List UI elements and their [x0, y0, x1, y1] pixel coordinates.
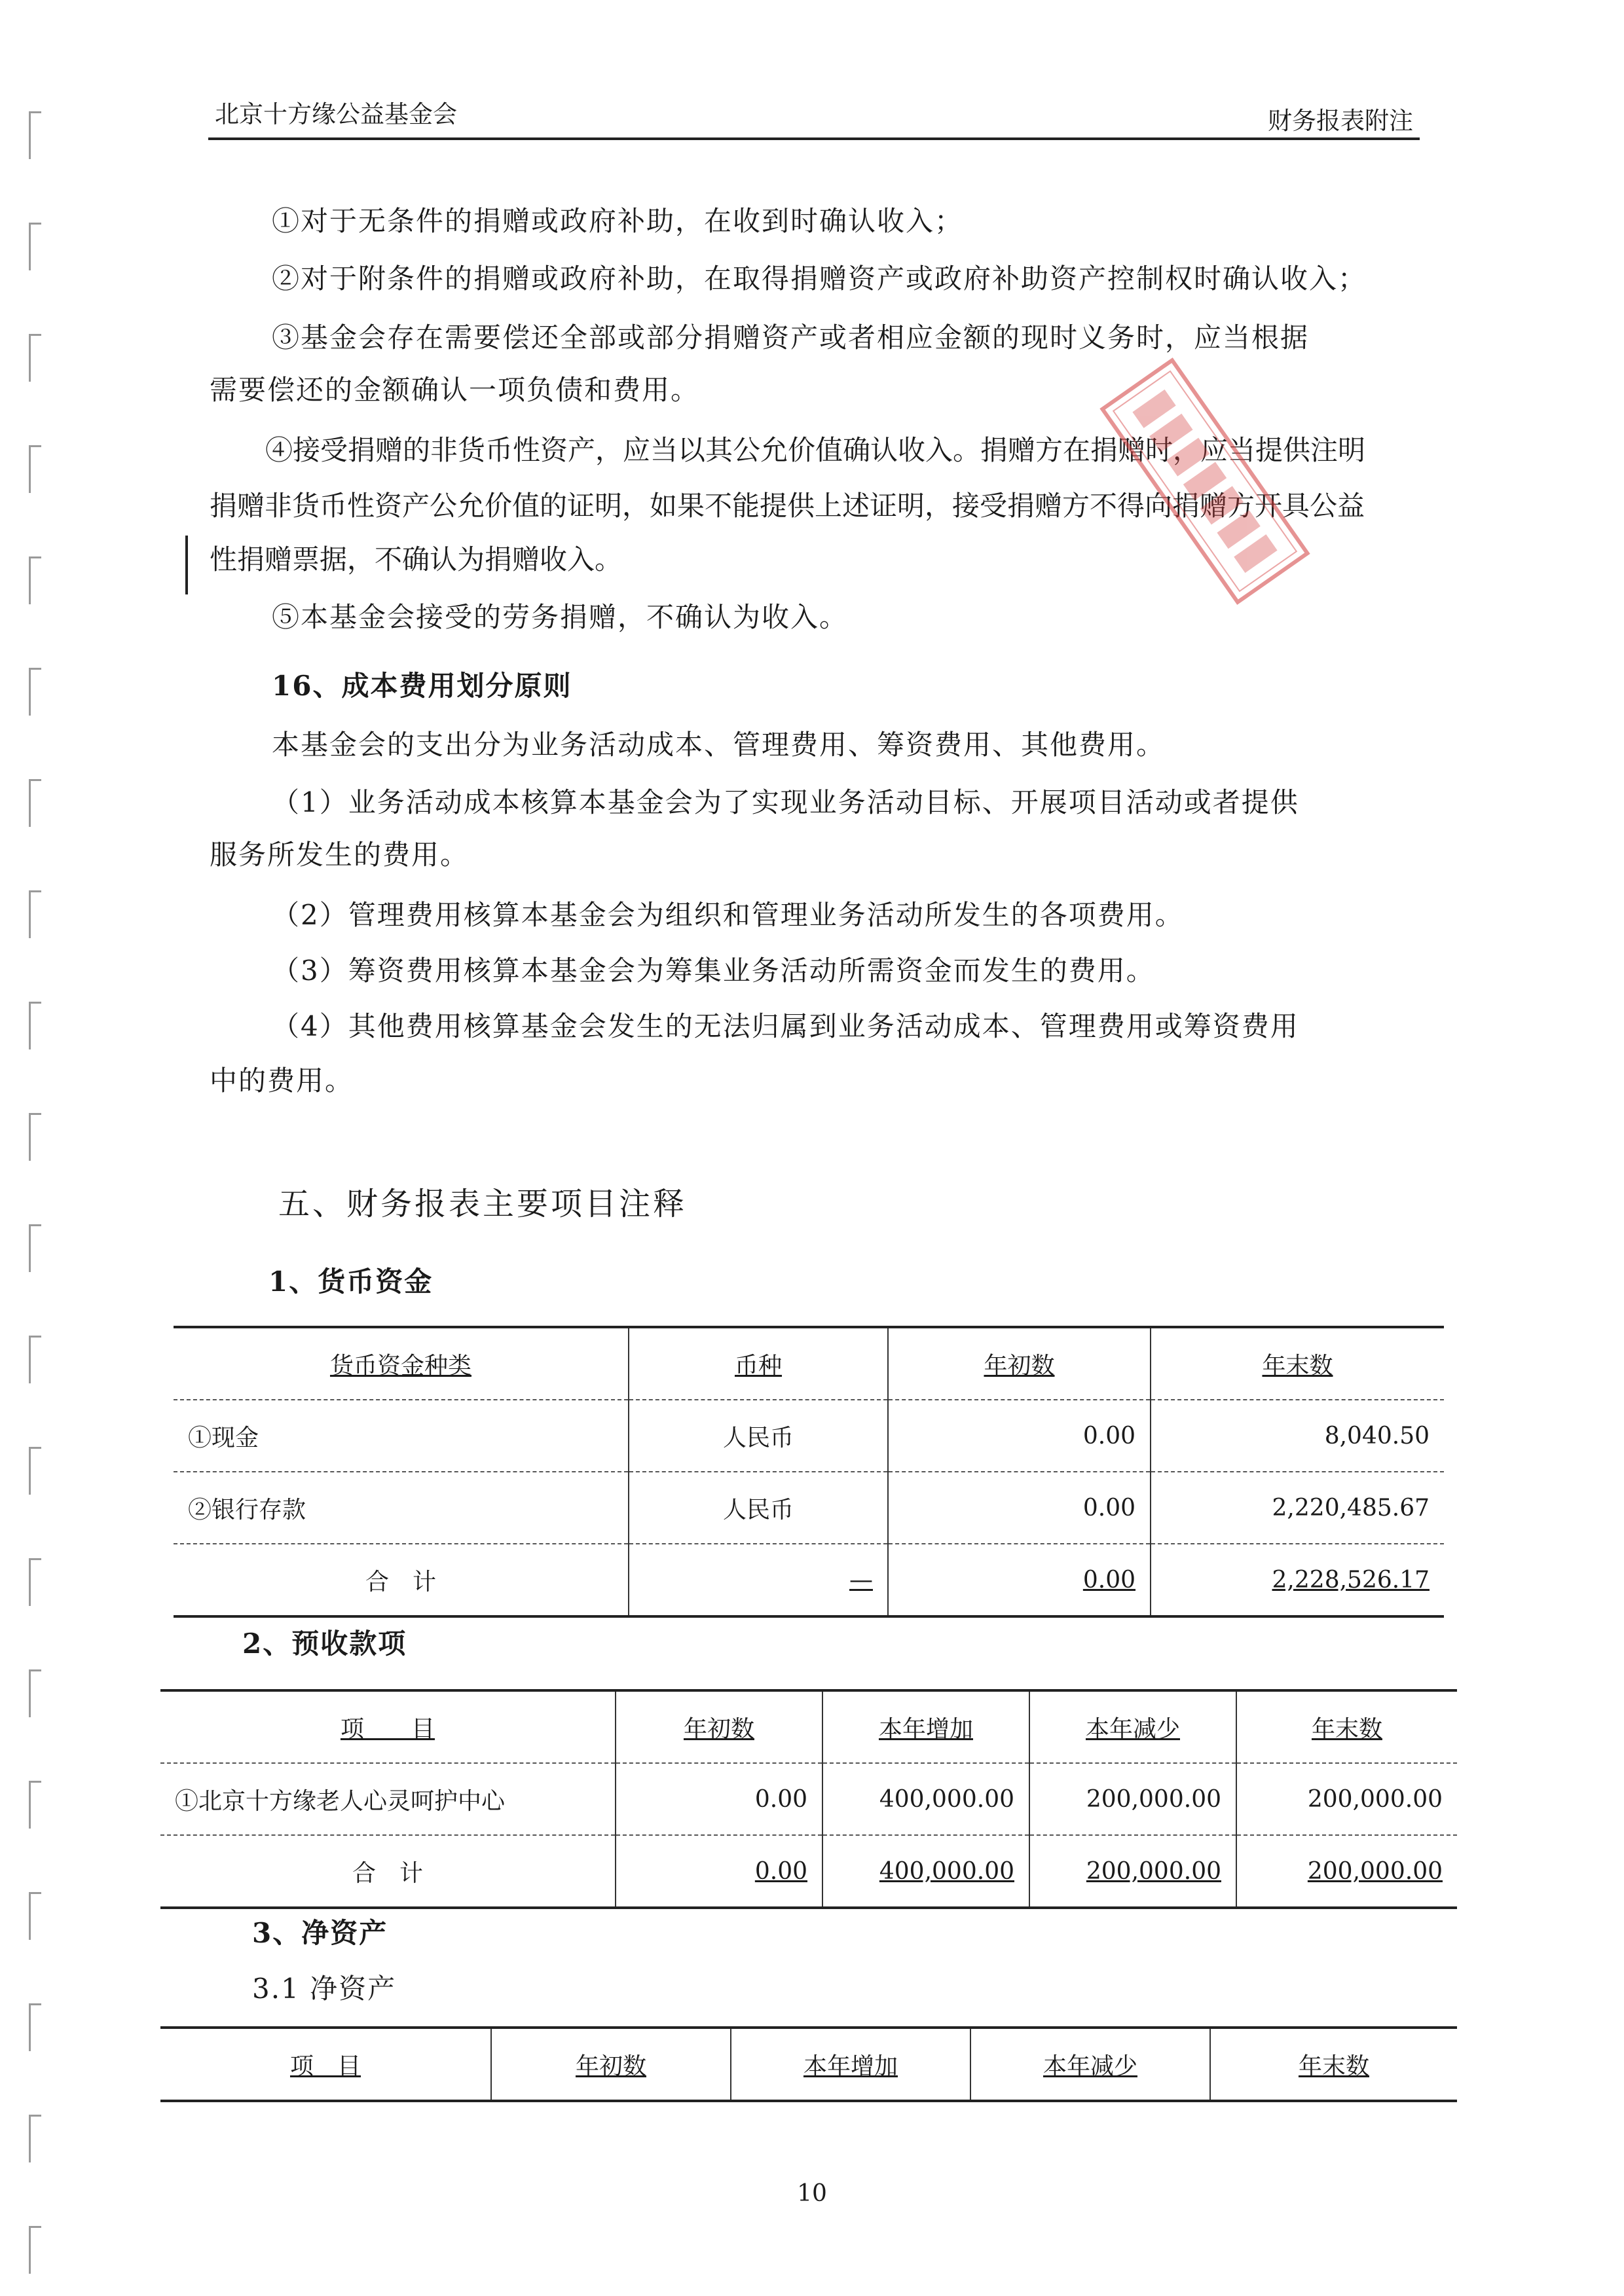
col-header: 年初数	[491, 2028, 731, 2101]
cell: 200,000.00	[1236, 1763, 1457, 1835]
cell: 人民币	[629, 1472, 888, 1544]
cell: —	[629, 1544, 888, 1616]
cell: 0.00	[888, 1472, 1151, 1544]
section-16-line-2: （1）业务活动成本核算本基金会为了实现业务活动目标、开展项目活动或者提供	[272, 786, 1299, 818]
policy-line-1: ①对于无条件的捐赠或政府补助，在收到时确认收入；	[272, 205, 964, 237]
cell: 400,000.00	[822, 1835, 1029, 1908]
col-header: 年初数	[888, 1327, 1151, 1400]
cell: 合 计	[174, 1544, 629, 1616]
table-total-row	[174, 1544, 1444, 1616]
col-header: 本年增加	[731, 2028, 970, 2101]
policy-line-2: ②对于附条件的捐赠或政府补助，在取得捐赠资产或政府补助资产控制权时确认收入；	[272, 263, 1367, 295]
section-16-line-3: （2）管理费用核算本基金会为组织和管理业务活动所发生的各项费用。	[272, 899, 1184, 931]
cell: ①北京十方缘老人心灵呵护中心	[160, 1763, 616, 1835]
cell: 400,000.00	[822, 1763, 1029, 1835]
cell: 0.00	[888, 1400, 1151, 1472]
policy-line-3: ③基金会存在需要偿还全部或部分捐赠资产或者相应金额的现时义务时，应当根据	[272, 321, 1310, 354]
table-total-row	[160, 1835, 1457, 1908]
cell: 2,220,485.67	[1151, 1472, 1444, 1544]
policy-line-5: ⑤本基金会接受的劳务捐赠，不确认为收入。	[272, 601, 849, 633]
cash-table	[174, 1326, 1444, 1618]
policy-line-4b: 捐赠非货币性资产公允价值的证明，如果不能提供上述证明，接受捐赠方不得向捐赠方开具公益	[210, 490, 1365, 522]
cell: 0.00	[888, 1544, 1151, 1616]
col-header: 项 目	[160, 2028, 491, 2101]
cell: ②银行存款	[174, 1472, 629, 1544]
col-header: 年末数	[1151, 1327, 1444, 1400]
table-row	[160, 1763, 1457, 1835]
cash-title: 1、货币资金	[268, 1266, 434, 1298]
table-header-row	[160, 1690, 1457, 1763]
page-header	[208, 92, 1420, 140]
policy-line-4: ④接受捐赠的非货币性资产，应当以其公允价值确认收入。捐赠方在捐赠时，应当提供注明	[265, 434, 1366, 466]
col-header: 本年减少	[1029, 1690, 1236, 1763]
cell: 200,000.00	[1029, 1763, 1236, 1835]
cell: 200,000.00	[1236, 1835, 1457, 1908]
col-header: 本年减少	[970, 2028, 1210, 2101]
page-number: 10	[797, 2180, 827, 2207]
policy-line-4c: 性捐赠票据，不确认为捐赠收入。	[210, 543, 623, 575]
col-header: 年末数	[1210, 2028, 1457, 2101]
net-assets-title: 3、净资产	[252, 1917, 388, 1949]
margin-mark	[185, 536, 188, 594]
section-5-title: 五、财务报表主要项目注释	[278, 1186, 688, 1222]
cell: 200,000.00	[1029, 1835, 1236, 1908]
header-org-name: 北京十方缘公益基金会	[215, 100, 457, 128]
cell: 0.00	[616, 1835, 822, 1908]
header-doc-title: 财务报表附注	[1268, 107, 1413, 135]
table-header-row	[174, 1327, 1444, 1400]
cell: 2,228,526.17	[1151, 1544, 1444, 1616]
section-16-line-1: 本基金会的支出分为业务活动成本、管理费用、筹资费用、其他费用。	[272, 729, 1166, 761]
col-header: 年末数	[1236, 1690, 1457, 1763]
table-header-row	[160, 2028, 1457, 2101]
policy-line-3b: 需要偿还的金额确认一项负债和费用。	[210, 374, 700, 406]
net-assets-table	[160, 2026, 1457, 2102]
col-header: 本年增加	[822, 1690, 1029, 1763]
cell: ①现金	[174, 1400, 629, 1472]
cell: 合 计	[160, 1835, 616, 1908]
section-16-line-5: （4）其他费用核算基金会发生的无法归属到业务活动成本、管理费用或筹资费用	[272, 1010, 1299, 1042]
cell: 0.00	[616, 1763, 822, 1835]
section-16-line-4: （3）筹资费用核算本基金会为筹集业务活动所需资金而发生的费用。	[272, 955, 1155, 987]
col-header: 货币资金种类	[174, 1327, 629, 1400]
cell: 人民币	[629, 1400, 888, 1472]
table-row	[174, 1472, 1444, 1544]
advance-title: 2、预收款项	[242, 1628, 407, 1660]
section-16-line-2b: 服务所发生的费用。	[210, 839, 470, 871]
col-header: 年初数	[616, 1690, 822, 1763]
col-header: 币种	[629, 1327, 888, 1400]
table-row	[174, 1400, 1444, 1472]
binder-marks	[29, 0, 39, 2296]
section-16-line-5b: 中的费用。	[210, 1065, 354, 1097]
net-assets-subtitle: 3.1 净资产	[252, 1973, 397, 2005]
cell: 8,040.50	[1151, 1400, 1444, 1472]
col-header: 项 目	[160, 1690, 616, 1763]
advance-table	[160, 1689, 1457, 1909]
section-16-title: 16、成本费用划分原则	[272, 670, 572, 702]
